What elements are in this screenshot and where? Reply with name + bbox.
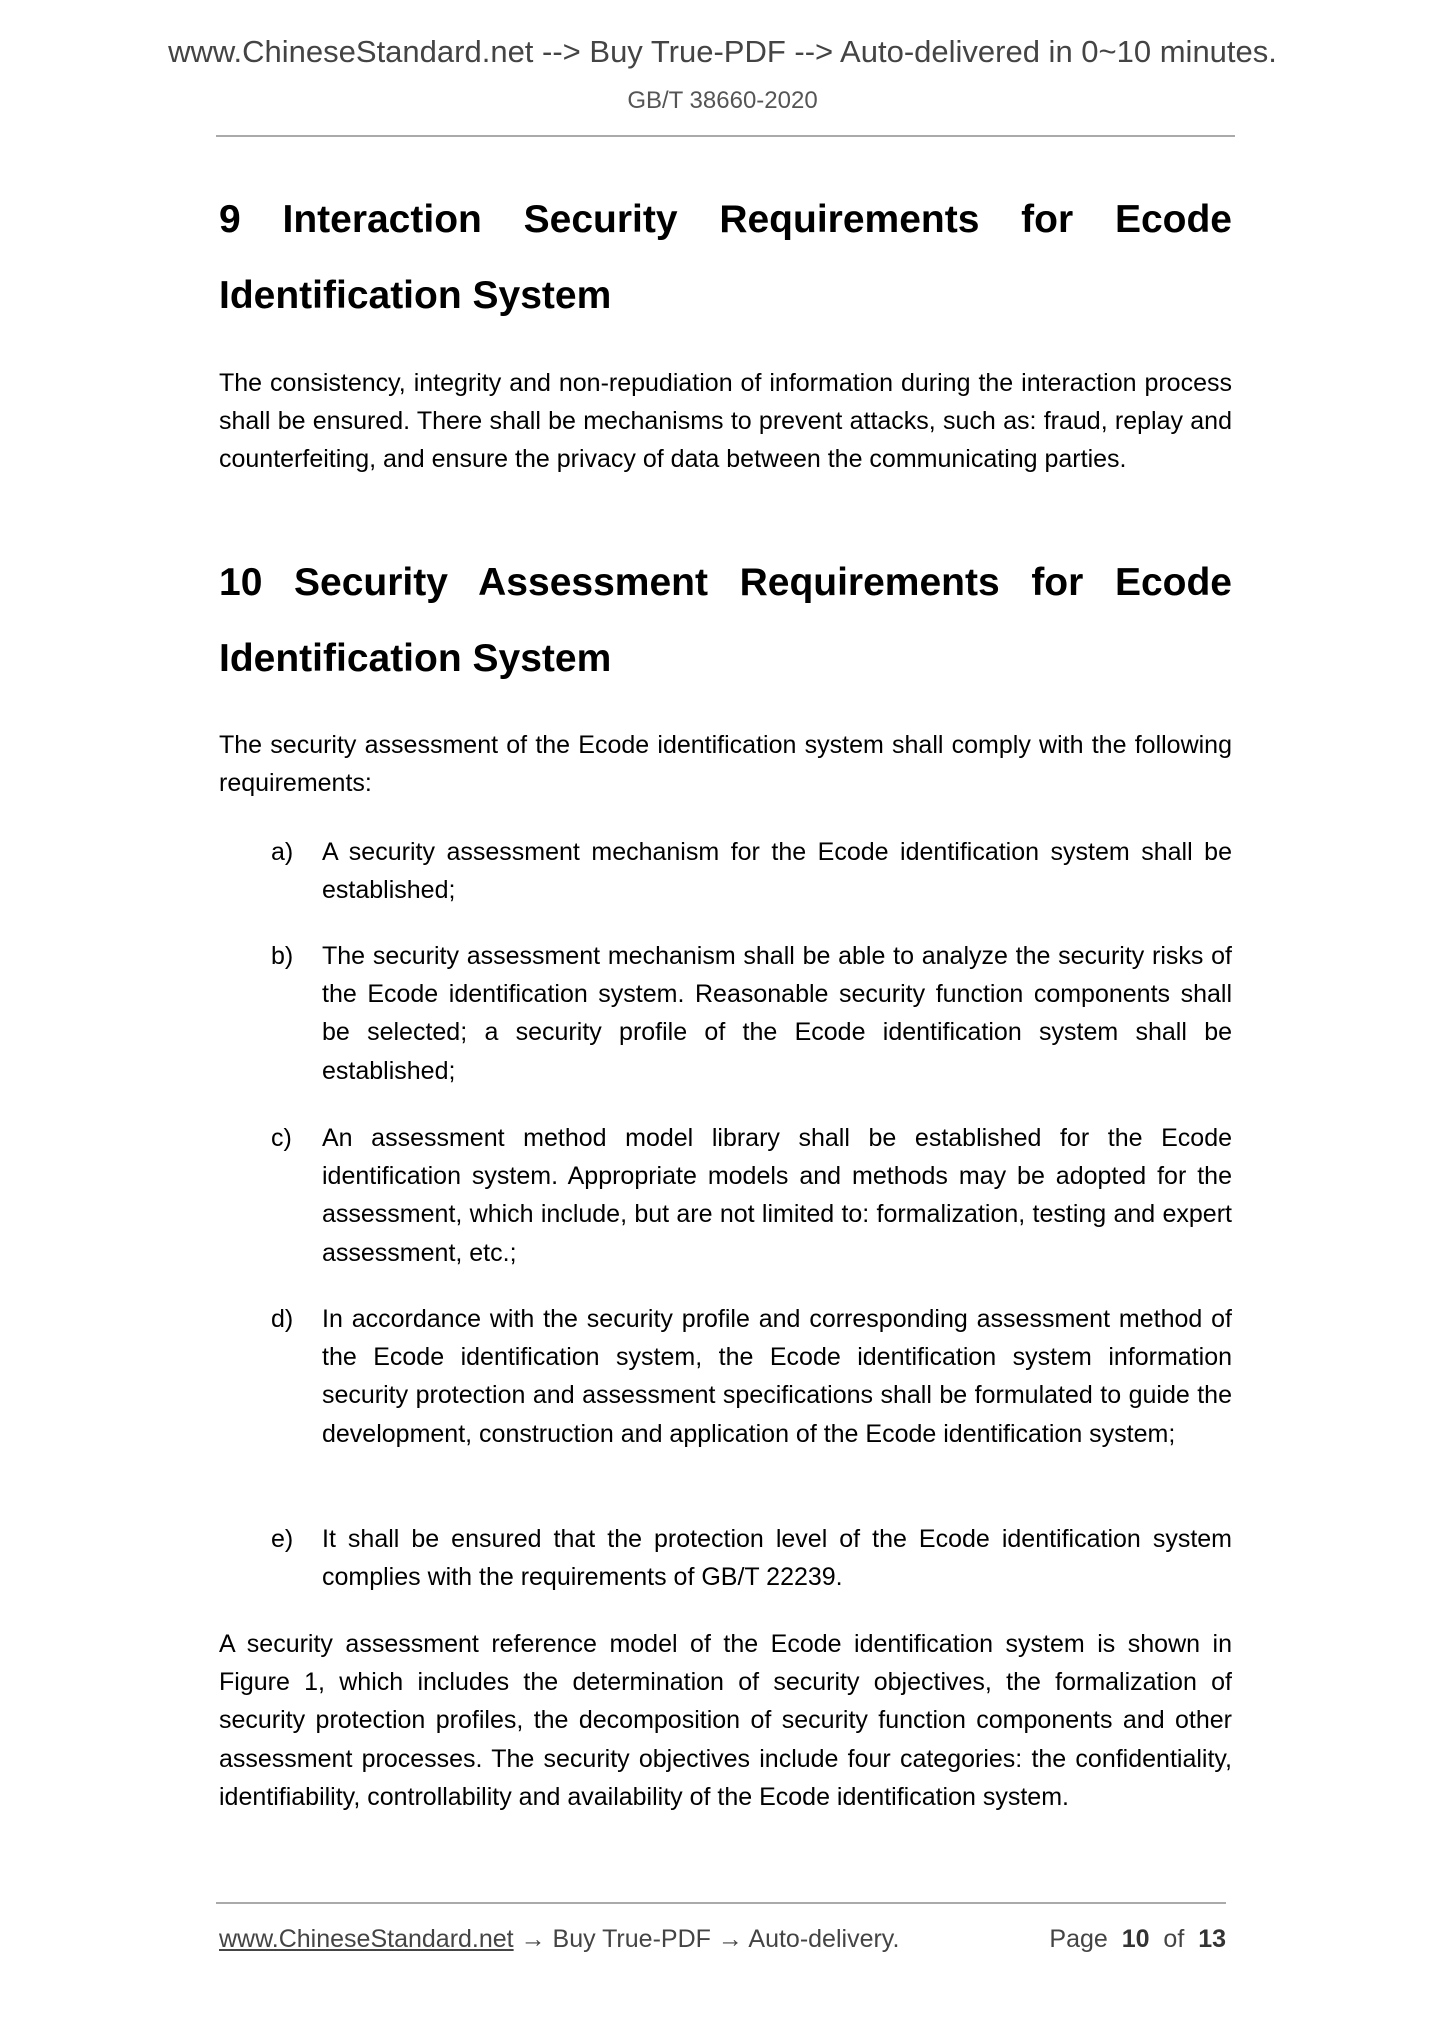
section-10-heading bbox=[219, 545, 1232, 697]
section-9-heading bbox=[219, 182, 1232, 334]
header-divider bbox=[216, 135, 1235, 137]
heading-line: 9 Interaction Security Requirements for Ecode bbox=[219, 198, 1232, 241]
heading-line: 10 Security Assessment Requirements for Ecode bbox=[219, 561, 1232, 604]
list-text: The security assessment mechanism shall be able to analyze the security risks of the Ecode identification system. Reasonable security function components shall be selected; a security profile of the Ecode identification system shall be established; bbox=[322, 942, 1232, 1085]
list-text: A security assessment mechanism for the Ecode identification system shall be established; bbox=[322, 838, 1232, 905]
closing-paragraph: A security assessment reference model of the Ecode identification system is shown in Figure 1, which includes the determination of security objectives, the formalization of security protection profiles, the decomposition of security function components and other assessment processes. The security objectives include four categories: the confidentiality, identifiability, controllability and availability of the Ecode identification system. bbox=[219, 1630, 1232, 1811]
list-text: An assessment method model library shall be established for the Ecode identification system. Appropriate models and methods may be adopted for the assessment, which include, but are not limited to: formalization, testing and expert assessment, etc.; bbox=[322, 1124, 1232, 1267]
list-label: b) bbox=[271, 942, 294, 970]
page-word: Page bbox=[1049, 1925, 1108, 1953]
section-10-intro: The security assessment of the Ecode identification system shall comply with the following requirements: bbox=[219, 731, 1232, 798]
list-label: a) bbox=[271, 838, 294, 866]
list-text: It shall be ensured that the protection level of the Ecode identification system complies with the requirements of GB/T 22239. bbox=[322, 1525, 1232, 1592]
page-total: 13 bbox=[1198, 1925, 1226, 1953]
page-number: 10 bbox=[1121, 1925, 1150, 1953]
header-banner: www.ChineseStandard.net --> Buy True-PDF --> Auto-delivered in 0~10 minutes. bbox=[168, 34, 1277, 69]
of-word: of bbox=[1163, 1925, 1185, 1953]
footer-divider bbox=[216, 1902, 1226, 1904]
footer bbox=[219, 1922, 1226, 1956]
list-label: e) bbox=[271, 1525, 294, 1553]
footer-text: → Buy True-PDF → Auto-delivery. bbox=[513, 1925, 900, 1953]
page-indicator bbox=[1049, 1922, 1226, 1956]
section-9-body: The consistency, integrity and non-repudiation of information during the interaction process shall be ensured. There shall be mechanisms to prevent attacks, such as: fraud, replay and counterfeiting, and ensure the privacy of data between the communicating parties. bbox=[219, 369, 1232, 474]
list-label: c) bbox=[271, 1124, 292, 1152]
heading-line: Identification System bbox=[219, 274, 612, 317]
footer-link[interactable]: www.ChineseStandard.net bbox=[219, 1925, 514, 1953]
standard-number: GB/T 38660-2020 bbox=[627, 87, 818, 114]
list-label: d) bbox=[271, 1305, 294, 1333]
heading-line: Identification System bbox=[219, 637, 612, 680]
list-text: In accordance with the security profile and corresponding assessment method of the Ecode identification system, the Ecode identification system information security protection and assessment specifications shall be formulated to guide the development, construction and application of the Ecode identification system; bbox=[322, 1305, 1232, 1448]
